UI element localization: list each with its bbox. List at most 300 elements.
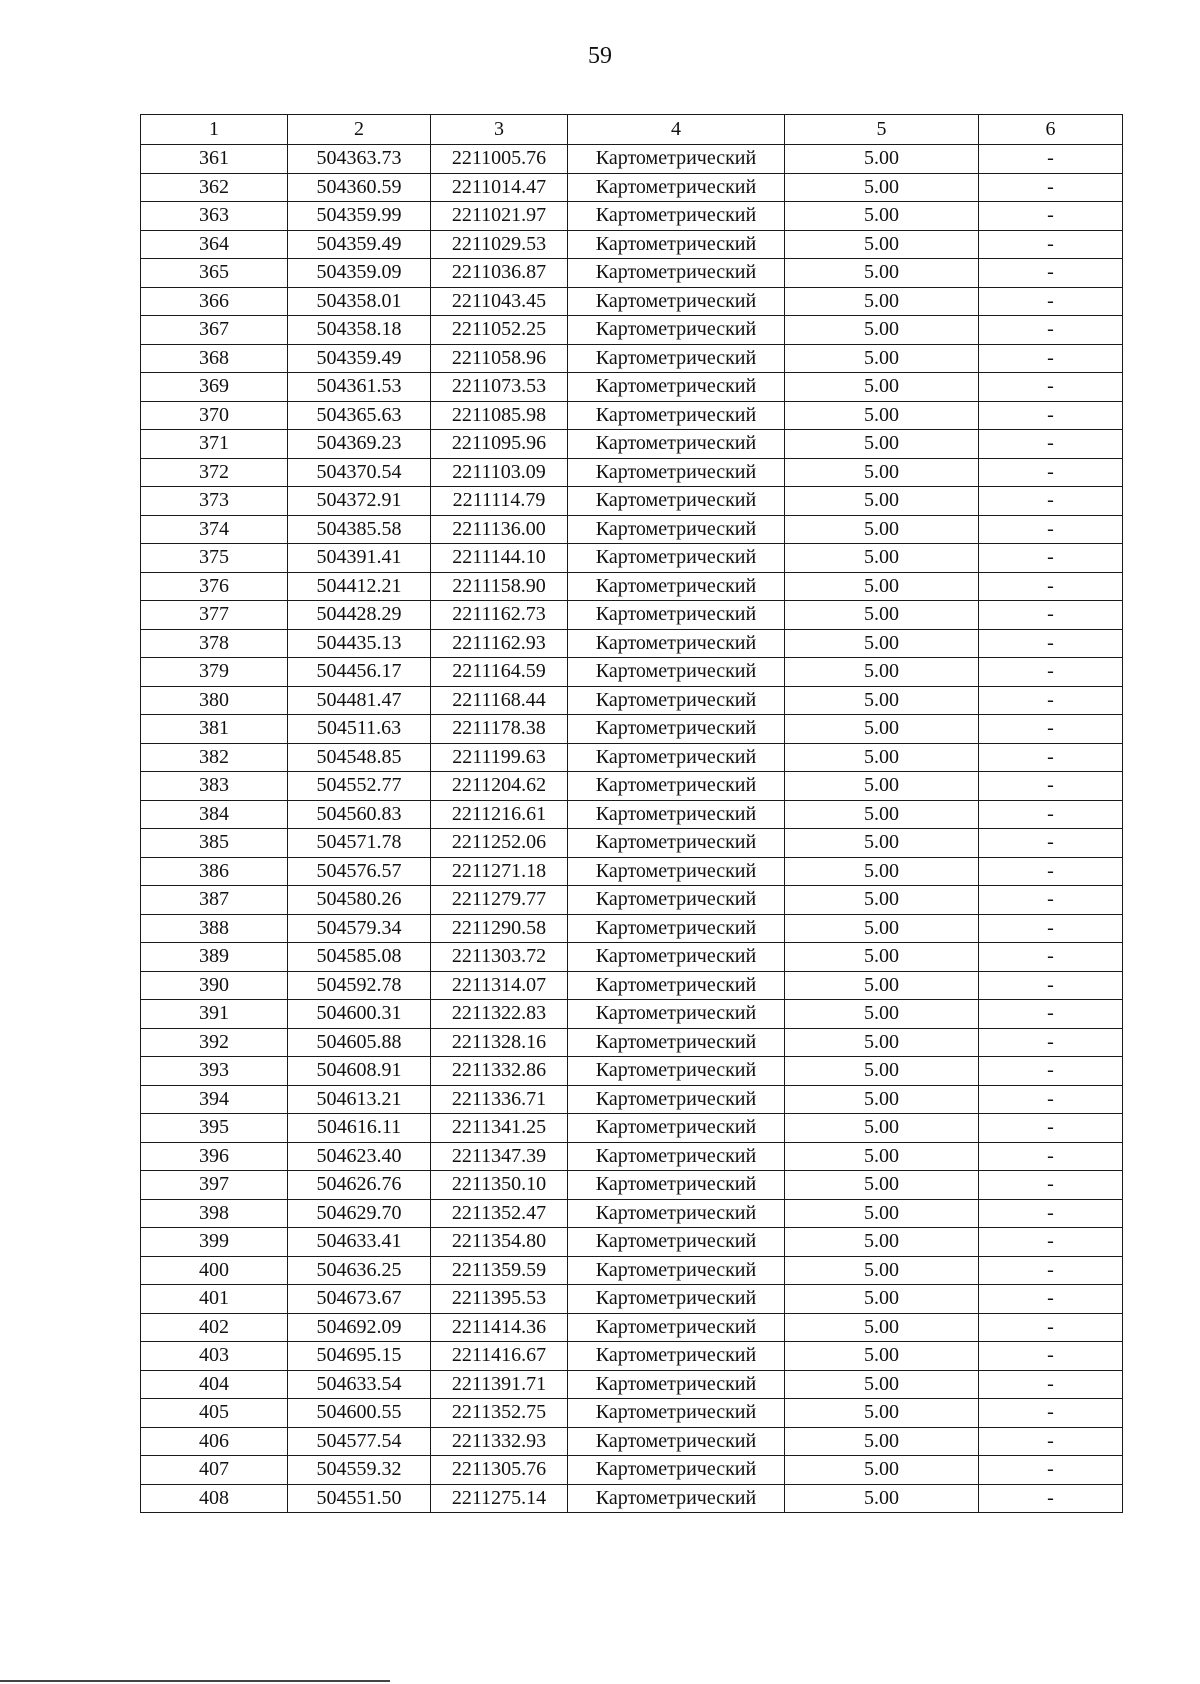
y-coordinate-cell: 2211347.39: [431, 1142, 568, 1171]
accuracy-cell: 5.00: [785, 800, 979, 829]
y-coordinate-cell: 2211332.86: [431, 1057, 568, 1086]
note-cell: -: [979, 1484, 1123, 1513]
table-row: [141, 1057, 1123, 1086]
point-number-cell: 389: [141, 943, 288, 972]
note-cell: -: [979, 544, 1123, 573]
table-row: [141, 971, 1123, 1000]
accuracy-cell: 5.00: [785, 1456, 979, 1485]
accuracy-cell: 5.00: [785, 1085, 979, 1114]
x-coordinate-cell: 504605.88: [288, 1028, 431, 1057]
table-row: [141, 743, 1123, 772]
point-number-cell: 407: [141, 1456, 288, 1485]
method-cell: Картометрический: [568, 515, 785, 544]
x-coordinate-cell: 504623.40: [288, 1142, 431, 1171]
page-number: 59: [588, 43, 612, 69]
point-number-cell: 385: [141, 829, 288, 858]
y-coordinate-cell: 2211144.10: [431, 544, 568, 573]
point-number-cell: 388: [141, 914, 288, 943]
x-coordinate-cell: 504571.78: [288, 829, 431, 858]
table-row: [141, 1342, 1123, 1371]
x-coordinate-cell: 504428.29: [288, 601, 431, 630]
method-cell: Картометрический: [568, 487, 785, 516]
y-coordinate-cell: 2211305.76: [431, 1456, 568, 1485]
y-coordinate-cell: 2211416.67: [431, 1342, 568, 1371]
y-coordinate-cell: 2211043.45: [431, 287, 568, 316]
y-coordinate-cell: 2211103.09: [431, 458, 568, 487]
table-row: [141, 1199, 1123, 1228]
table-row: [141, 1370, 1123, 1399]
x-coordinate-cell: 504391.41: [288, 544, 431, 573]
method-cell: Картометрический: [568, 943, 785, 972]
x-coordinate-cell: 504616.11: [288, 1114, 431, 1143]
note-cell: -: [979, 629, 1123, 658]
table-row: [141, 829, 1123, 858]
point-number-cell: 373: [141, 487, 288, 516]
table-row: [141, 1456, 1123, 1485]
x-coordinate-cell: 504363.73: [288, 145, 431, 174]
accuracy-cell: 5.00: [785, 202, 979, 231]
table-row: [141, 145, 1123, 174]
table-row: [141, 715, 1123, 744]
y-coordinate-cell: 2211073.53: [431, 373, 568, 402]
point-number-cell: 396: [141, 1142, 288, 1171]
x-coordinate-cell: 504359.49: [288, 344, 431, 373]
note-cell: -: [979, 914, 1123, 943]
x-coordinate-cell: 504551.50: [288, 1484, 431, 1513]
x-coordinate-cell: 504358.01: [288, 287, 431, 316]
point-number-cell: 379: [141, 658, 288, 687]
method-cell: Картометрический: [568, 202, 785, 231]
note-cell: -: [979, 572, 1123, 601]
note-cell: -: [979, 487, 1123, 516]
point-number-cell: 364: [141, 230, 288, 259]
note-cell: -: [979, 601, 1123, 630]
note-cell: -: [979, 230, 1123, 259]
y-coordinate-cell: 2211359.59: [431, 1256, 568, 1285]
accuracy-cell: 5.00: [785, 1228, 979, 1257]
point-number-cell: 398: [141, 1199, 288, 1228]
note-cell: -: [979, 1256, 1123, 1285]
accuracy-cell: 5.00: [785, 1142, 979, 1171]
note-cell: -: [979, 458, 1123, 487]
y-coordinate-cell: 2211391.71: [431, 1370, 568, 1399]
x-coordinate-cell: 504633.54: [288, 1370, 431, 1399]
x-coordinate-cell: 504358.18: [288, 316, 431, 345]
accuracy-cell: 5.00: [785, 1370, 979, 1399]
x-coordinate-cell: 504613.21: [288, 1085, 431, 1114]
accuracy-cell: 5.00: [785, 1342, 979, 1371]
x-coordinate-cell: 504695.15: [288, 1342, 431, 1371]
note-cell: -: [979, 1028, 1123, 1057]
x-coordinate-cell: 504559.32: [288, 1456, 431, 1485]
table-row: [141, 202, 1123, 231]
table-row: [141, 1085, 1123, 1114]
y-coordinate-cell: 2211052.25: [431, 316, 568, 345]
method-cell: Картометрический: [568, 715, 785, 744]
accuracy-cell: 5.00: [785, 971, 979, 1000]
note-cell: -: [979, 145, 1123, 174]
point-number-cell: 391: [141, 1000, 288, 1029]
note-cell: -: [979, 1427, 1123, 1456]
note-cell: -: [979, 1456, 1123, 1485]
point-number-cell: 363: [141, 202, 288, 231]
point-number-cell: 380: [141, 686, 288, 715]
table-row: [141, 943, 1123, 972]
y-coordinate-cell: 2211352.75: [431, 1399, 568, 1428]
note-cell: -: [979, 1228, 1123, 1257]
y-coordinate-cell: 2211303.72: [431, 943, 568, 972]
x-coordinate-cell: 504359.99: [288, 202, 431, 231]
point-number-cell: 361: [141, 145, 288, 174]
method-cell: Картометрический: [568, 1199, 785, 1228]
table-row: [141, 458, 1123, 487]
accuracy-cell: 5.00: [785, 572, 979, 601]
accuracy-cell: 5.00: [785, 287, 979, 316]
y-coordinate-cell: 2211136.00: [431, 515, 568, 544]
note-cell: -: [979, 1171, 1123, 1200]
table-row: [141, 601, 1123, 630]
method-cell: Картометрический: [568, 430, 785, 459]
table-row: [141, 259, 1123, 288]
method-cell: Картометрический: [568, 1228, 785, 1257]
y-coordinate-cell: 2211336.71: [431, 1085, 568, 1114]
x-coordinate-cell: 504370.54: [288, 458, 431, 487]
point-number-cell: 381: [141, 715, 288, 744]
x-coordinate-cell: 504576.57: [288, 857, 431, 886]
method-cell: Картометрический: [568, 344, 785, 373]
method-cell: Картометрический: [568, 658, 785, 687]
x-coordinate-cell: 504626.76: [288, 1171, 431, 1200]
method-cell: Картометрический: [568, 401, 785, 430]
y-coordinate-cell: 2211290.58: [431, 914, 568, 943]
table-row: [141, 316, 1123, 345]
note-cell: -: [979, 287, 1123, 316]
point-number-cell: 403: [141, 1342, 288, 1371]
method-cell: Картометрический: [568, 886, 785, 915]
y-coordinate-cell: 2211314.07: [431, 971, 568, 1000]
note-cell: -: [979, 772, 1123, 801]
note-cell: -: [979, 202, 1123, 231]
x-coordinate-cell: 504481.47: [288, 686, 431, 715]
accuracy-cell: 5.00: [785, 914, 979, 943]
y-coordinate-cell: 2211275.14: [431, 1484, 568, 1513]
accuracy-cell: 5.00: [785, 658, 979, 687]
table-row: [141, 487, 1123, 516]
accuracy-cell: 5.00: [785, 487, 979, 516]
footer-rule: [0, 1680, 390, 1682]
method-cell: Картометрический: [568, 1399, 785, 1428]
y-coordinate-cell: 2211095.96: [431, 430, 568, 459]
y-coordinate-cell: 2211271.18: [431, 857, 568, 886]
note-cell: -: [979, 743, 1123, 772]
accuracy-cell: 5.00: [785, 943, 979, 972]
x-coordinate-cell: 504435.13: [288, 629, 431, 658]
y-coordinate-cell: 2211005.76: [431, 145, 568, 174]
accuracy-cell: 5.00: [785, 344, 979, 373]
point-number-cell: 383: [141, 772, 288, 801]
y-coordinate-cell: 2211158.90: [431, 572, 568, 601]
method-cell: Картометрический: [568, 259, 785, 288]
point-number-cell: 376: [141, 572, 288, 601]
table-row: [141, 373, 1123, 402]
y-coordinate-cell: 2211058.96: [431, 344, 568, 373]
x-coordinate-cell: 504585.08: [288, 943, 431, 972]
x-coordinate-cell: 504673.67: [288, 1285, 431, 1314]
x-coordinate-cell: 504359.09: [288, 259, 431, 288]
table-row: [141, 1114, 1123, 1143]
table-row: [141, 1000, 1123, 1029]
method-cell: Картометрический: [568, 829, 785, 858]
accuracy-cell: 5.00: [785, 1313, 979, 1342]
table-row: [141, 1171, 1123, 1200]
method-cell: Картометрический: [568, 1456, 785, 1485]
table-row: [141, 430, 1123, 459]
note-cell: -: [979, 857, 1123, 886]
accuracy-cell: 5.00: [785, 629, 979, 658]
y-coordinate-cell: 2211352.47: [431, 1199, 568, 1228]
y-coordinate-cell: 2211029.53: [431, 230, 568, 259]
x-coordinate-cell: 504385.58: [288, 515, 431, 544]
accuracy-cell: 5.00: [785, 430, 979, 459]
point-number-cell: 382: [141, 743, 288, 772]
x-coordinate-cell: 504592.78: [288, 971, 431, 1000]
accuracy-cell: 5.00: [785, 145, 979, 174]
x-coordinate-cell: 504600.31: [288, 1000, 431, 1029]
note-cell: -: [979, 259, 1123, 288]
method-cell: Картометрический: [568, 601, 785, 630]
accuracy-cell: 5.00: [785, 230, 979, 259]
y-coordinate-cell: 2211395.53: [431, 1285, 568, 1314]
table-row: [141, 1399, 1123, 1428]
point-number-cell: 401: [141, 1285, 288, 1314]
accuracy-cell: 5.00: [785, 458, 979, 487]
accuracy-cell: 5.00: [785, 259, 979, 288]
note-cell: -: [979, 430, 1123, 459]
x-coordinate-cell: 504359.49: [288, 230, 431, 259]
x-coordinate-cell: 504360.59: [288, 173, 431, 202]
point-number-cell: 408: [141, 1484, 288, 1513]
note-cell: -: [979, 971, 1123, 1000]
table-row: [141, 1256, 1123, 1285]
table-row: [141, 914, 1123, 943]
accuracy-cell: 5.00: [785, 772, 979, 801]
point-number-cell: 404: [141, 1370, 288, 1399]
point-number-cell: 395: [141, 1114, 288, 1143]
accuracy-cell: 5.00: [785, 1199, 979, 1228]
table-row: [141, 1285, 1123, 1314]
y-coordinate-cell: 2211021.97: [431, 202, 568, 231]
point-number-cell: 370: [141, 401, 288, 430]
y-coordinate-cell: 2211252.06: [431, 829, 568, 858]
y-coordinate-cell: 2211036.87: [431, 259, 568, 288]
table-row: [141, 544, 1123, 573]
note-cell: -: [979, 1313, 1123, 1342]
note-cell: -: [979, 1399, 1123, 1428]
x-coordinate-cell: 504579.34: [288, 914, 431, 943]
note-cell: -: [979, 886, 1123, 915]
x-coordinate-cell: 504633.41: [288, 1228, 431, 1257]
x-coordinate-cell: 504372.91: [288, 487, 431, 516]
table-row: [141, 658, 1123, 687]
point-number-cell: 402: [141, 1313, 288, 1342]
method-cell: Картометрический: [568, 1028, 785, 1057]
note-cell: -: [979, 515, 1123, 544]
x-coordinate-cell: 504636.25: [288, 1256, 431, 1285]
method-cell: Картометрический: [568, 1256, 785, 1285]
table-row: [141, 230, 1123, 259]
method-cell: Картометрический: [568, 458, 785, 487]
point-number-cell: 366: [141, 287, 288, 316]
accuracy-cell: 5.00: [785, 829, 979, 858]
note-cell: -: [979, 1142, 1123, 1171]
accuracy-cell: 5.00: [785, 715, 979, 744]
method-cell: Картометрический: [568, 173, 785, 202]
point-number-cell: 393: [141, 1057, 288, 1086]
note-cell: -: [979, 344, 1123, 373]
note-cell: -: [979, 1199, 1123, 1228]
x-coordinate-cell: 504456.17: [288, 658, 431, 687]
y-coordinate-cell: 2211414.36: [431, 1313, 568, 1342]
column-header: 1: [141, 115, 288, 145]
method-cell: Картометрический: [568, 230, 785, 259]
table-row: [141, 287, 1123, 316]
method-cell: Картометрический: [568, 544, 785, 573]
x-coordinate-cell: 504608.91: [288, 1057, 431, 1086]
point-number-cell: 406: [141, 1427, 288, 1456]
point-number-cell: 377: [141, 601, 288, 630]
column-header: 6: [979, 115, 1123, 145]
method-cell: Картометрический: [568, 287, 785, 316]
note-cell: -: [979, 1000, 1123, 1029]
column-header: 4: [568, 115, 785, 145]
method-cell: Картометрический: [568, 971, 785, 1000]
y-coordinate-cell: 2211114.79: [431, 487, 568, 516]
note-cell: -: [979, 373, 1123, 402]
table-row: [141, 629, 1123, 658]
accuracy-cell: 5.00: [785, 515, 979, 544]
table-row: [141, 173, 1123, 202]
table-row: [141, 1313, 1123, 1342]
x-coordinate-cell: 504629.70: [288, 1199, 431, 1228]
table-row: [141, 800, 1123, 829]
method-cell: Картометрический: [568, 1370, 785, 1399]
accuracy-cell: 5.00: [785, 1399, 979, 1428]
point-number-cell: 397: [141, 1171, 288, 1200]
accuracy-cell: 5.00: [785, 373, 979, 402]
y-coordinate-cell: 2211204.62: [431, 772, 568, 801]
table-row: [141, 344, 1123, 373]
column-header: 3: [431, 115, 568, 145]
point-number-cell: 400: [141, 1256, 288, 1285]
x-coordinate-cell: 504577.54: [288, 1427, 431, 1456]
point-number-cell: 368: [141, 344, 288, 373]
accuracy-cell: 5.00: [785, 1484, 979, 1513]
point-number-cell: 394: [141, 1085, 288, 1114]
method-cell: Картометрический: [568, 1085, 785, 1114]
method-cell: Картометрический: [568, 800, 785, 829]
method-cell: Картометрический: [568, 1285, 785, 1314]
point-number-cell: 378: [141, 629, 288, 658]
method-cell: Картометрический: [568, 1142, 785, 1171]
y-coordinate-cell: 2211178.38: [431, 715, 568, 744]
table-row: [141, 1484, 1123, 1513]
y-coordinate-cell: 2211164.59: [431, 658, 568, 687]
method-cell: Картометрический: [568, 1313, 785, 1342]
x-coordinate-cell: 504361.53: [288, 373, 431, 402]
accuracy-cell: 5.00: [785, 886, 979, 915]
table-body: [141, 145, 1123, 1513]
table-row: [141, 857, 1123, 886]
note-cell: -: [979, 943, 1123, 972]
y-coordinate-cell: 2211216.61: [431, 800, 568, 829]
table-row: [141, 686, 1123, 715]
x-coordinate-cell: 504600.55: [288, 1399, 431, 1428]
accuracy-cell: 5.00: [785, 401, 979, 430]
accuracy-cell: 5.00: [785, 1000, 979, 1029]
accuracy-cell: 5.00: [785, 1427, 979, 1456]
note-cell: -: [979, 658, 1123, 687]
note-cell: -: [979, 829, 1123, 858]
method-cell: Картометрический: [568, 572, 785, 601]
accuracy-cell: 5.00: [785, 316, 979, 345]
point-number-cell: 375: [141, 544, 288, 573]
method-cell: Картометрический: [568, 857, 785, 886]
column-header: 2: [288, 115, 431, 145]
method-cell: Картометрический: [568, 1484, 785, 1513]
note-cell: -: [979, 1114, 1123, 1143]
method-cell: Картометрический: [568, 1171, 785, 1200]
note-cell: -: [979, 401, 1123, 430]
column-header: 5: [785, 115, 979, 145]
point-number-cell: 365: [141, 259, 288, 288]
accuracy-cell: 5.00: [785, 686, 979, 715]
accuracy-cell: 5.00: [785, 1171, 979, 1200]
table-row: [141, 886, 1123, 915]
note-cell: -: [979, 1285, 1123, 1314]
method-cell: Картометрический: [568, 743, 785, 772]
table-row: [141, 515, 1123, 544]
method-cell: Картометрический: [568, 373, 785, 402]
method-cell: Картометрический: [568, 1057, 785, 1086]
point-number-cell: 369: [141, 373, 288, 402]
y-coordinate-cell: 2211168.44: [431, 686, 568, 715]
point-number-cell: 386: [141, 857, 288, 886]
point-number-cell: 405: [141, 1399, 288, 1428]
x-coordinate-cell: 504560.83: [288, 800, 431, 829]
accuracy-cell: 5.00: [785, 601, 979, 630]
table-row: [141, 772, 1123, 801]
point-number-cell: 371: [141, 430, 288, 459]
accuracy-cell: 5.00: [785, 1057, 979, 1086]
y-coordinate-cell: 2211162.93: [431, 629, 568, 658]
note-cell: -: [979, 686, 1123, 715]
accuracy-cell: 5.00: [785, 1114, 979, 1143]
note-cell: -: [979, 800, 1123, 829]
accuracy-cell: 5.00: [785, 544, 979, 573]
note-cell: -: [979, 1057, 1123, 1086]
note-cell: -: [979, 316, 1123, 345]
note-cell: -: [979, 1370, 1123, 1399]
table-row: [141, 1228, 1123, 1257]
x-coordinate-cell: 504580.26: [288, 886, 431, 915]
table-row: [141, 572, 1123, 601]
method-cell: Картометрический: [568, 914, 785, 943]
point-number-cell: 367: [141, 316, 288, 345]
point-number-cell: 384: [141, 800, 288, 829]
method-cell: Картометрический: [568, 1427, 785, 1456]
point-number-cell: 372: [141, 458, 288, 487]
table-row: [141, 401, 1123, 430]
